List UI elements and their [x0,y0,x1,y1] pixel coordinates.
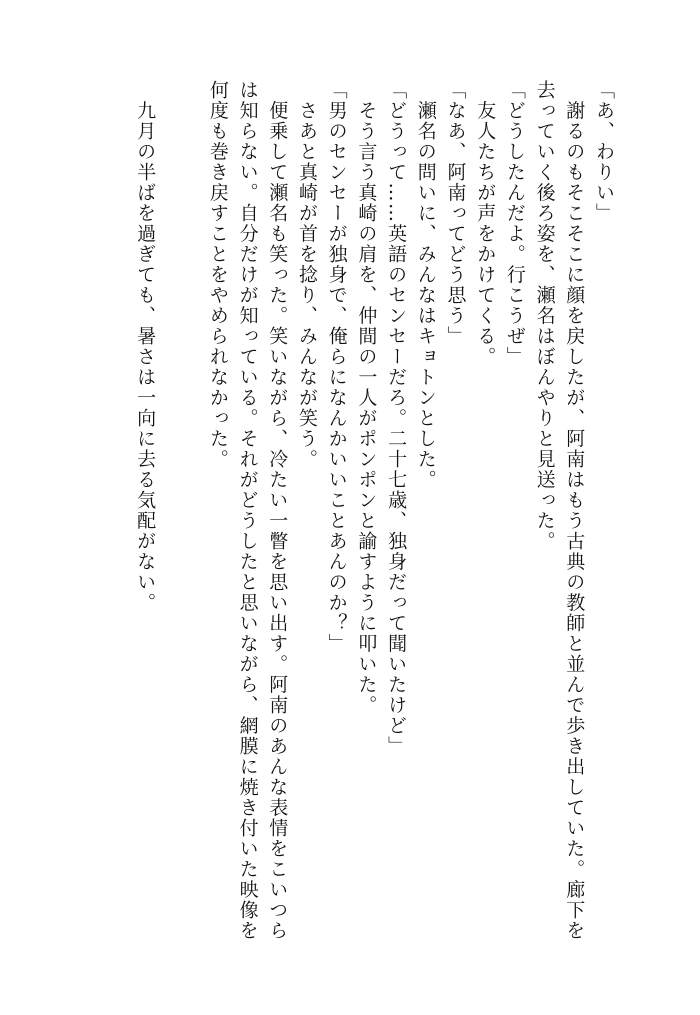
text-line-8: 「どうって……英語のセンセーだろ。二十七歳、独身だって聞いたけど」 [385,80,408,757]
text-line-2: 謝るのもそこそこに顔を戻したが、阿南はもう古典の教師と並んで歩き出していた。廊下を [563,80,586,941]
text-line-9: そう言う真崎の肩を、仲間の一人がポンポンと諭すように叩いた。 [355,80,378,716]
section-break [159,80,202,980]
text-line-7: 瀬名の問いに、みんなはキョトンとした。 [414,80,437,490]
text-line-11: さあと真崎が首を捻り、みんなが笑う。 [295,80,318,470]
text-line-4: 「どうしたんだよ。行こうぜ」 [503,80,526,367]
text-line-1: 「あ、わりい」 [593,80,615,224]
text-line-final: 九月の半ばを過ぎても、暑さは一向に去る気配がない。 [134,80,157,613]
text-line-10: 「男のセンセーが独身で、俺らになんかいいことあんのか？」 [325,80,348,654]
text-line-3: 去っていく後ろ姿を、瀬名はぼんやりと見送った。 [533,80,556,552]
text-line-13: は知らない。自分だけが知っている。それがどうしたと思いながら、網膜に焼き付いた映像を [236,80,259,941]
text-line-5: 友人たちが声をかけてくる。 [474,80,497,367]
vertical-text-body [129,80,618,980]
text-line-14: 何度も巻き戻すことをやめられなかった。 [206,80,229,470]
text-line-12: 便乗して瀬名も笑った。笑いながら、冷たい一瞥を思い出す。阿南のあんな表情をこいつら [266,80,289,941]
text-line-6: 「なあ、阿南ってどう思う」 [444,80,467,347]
